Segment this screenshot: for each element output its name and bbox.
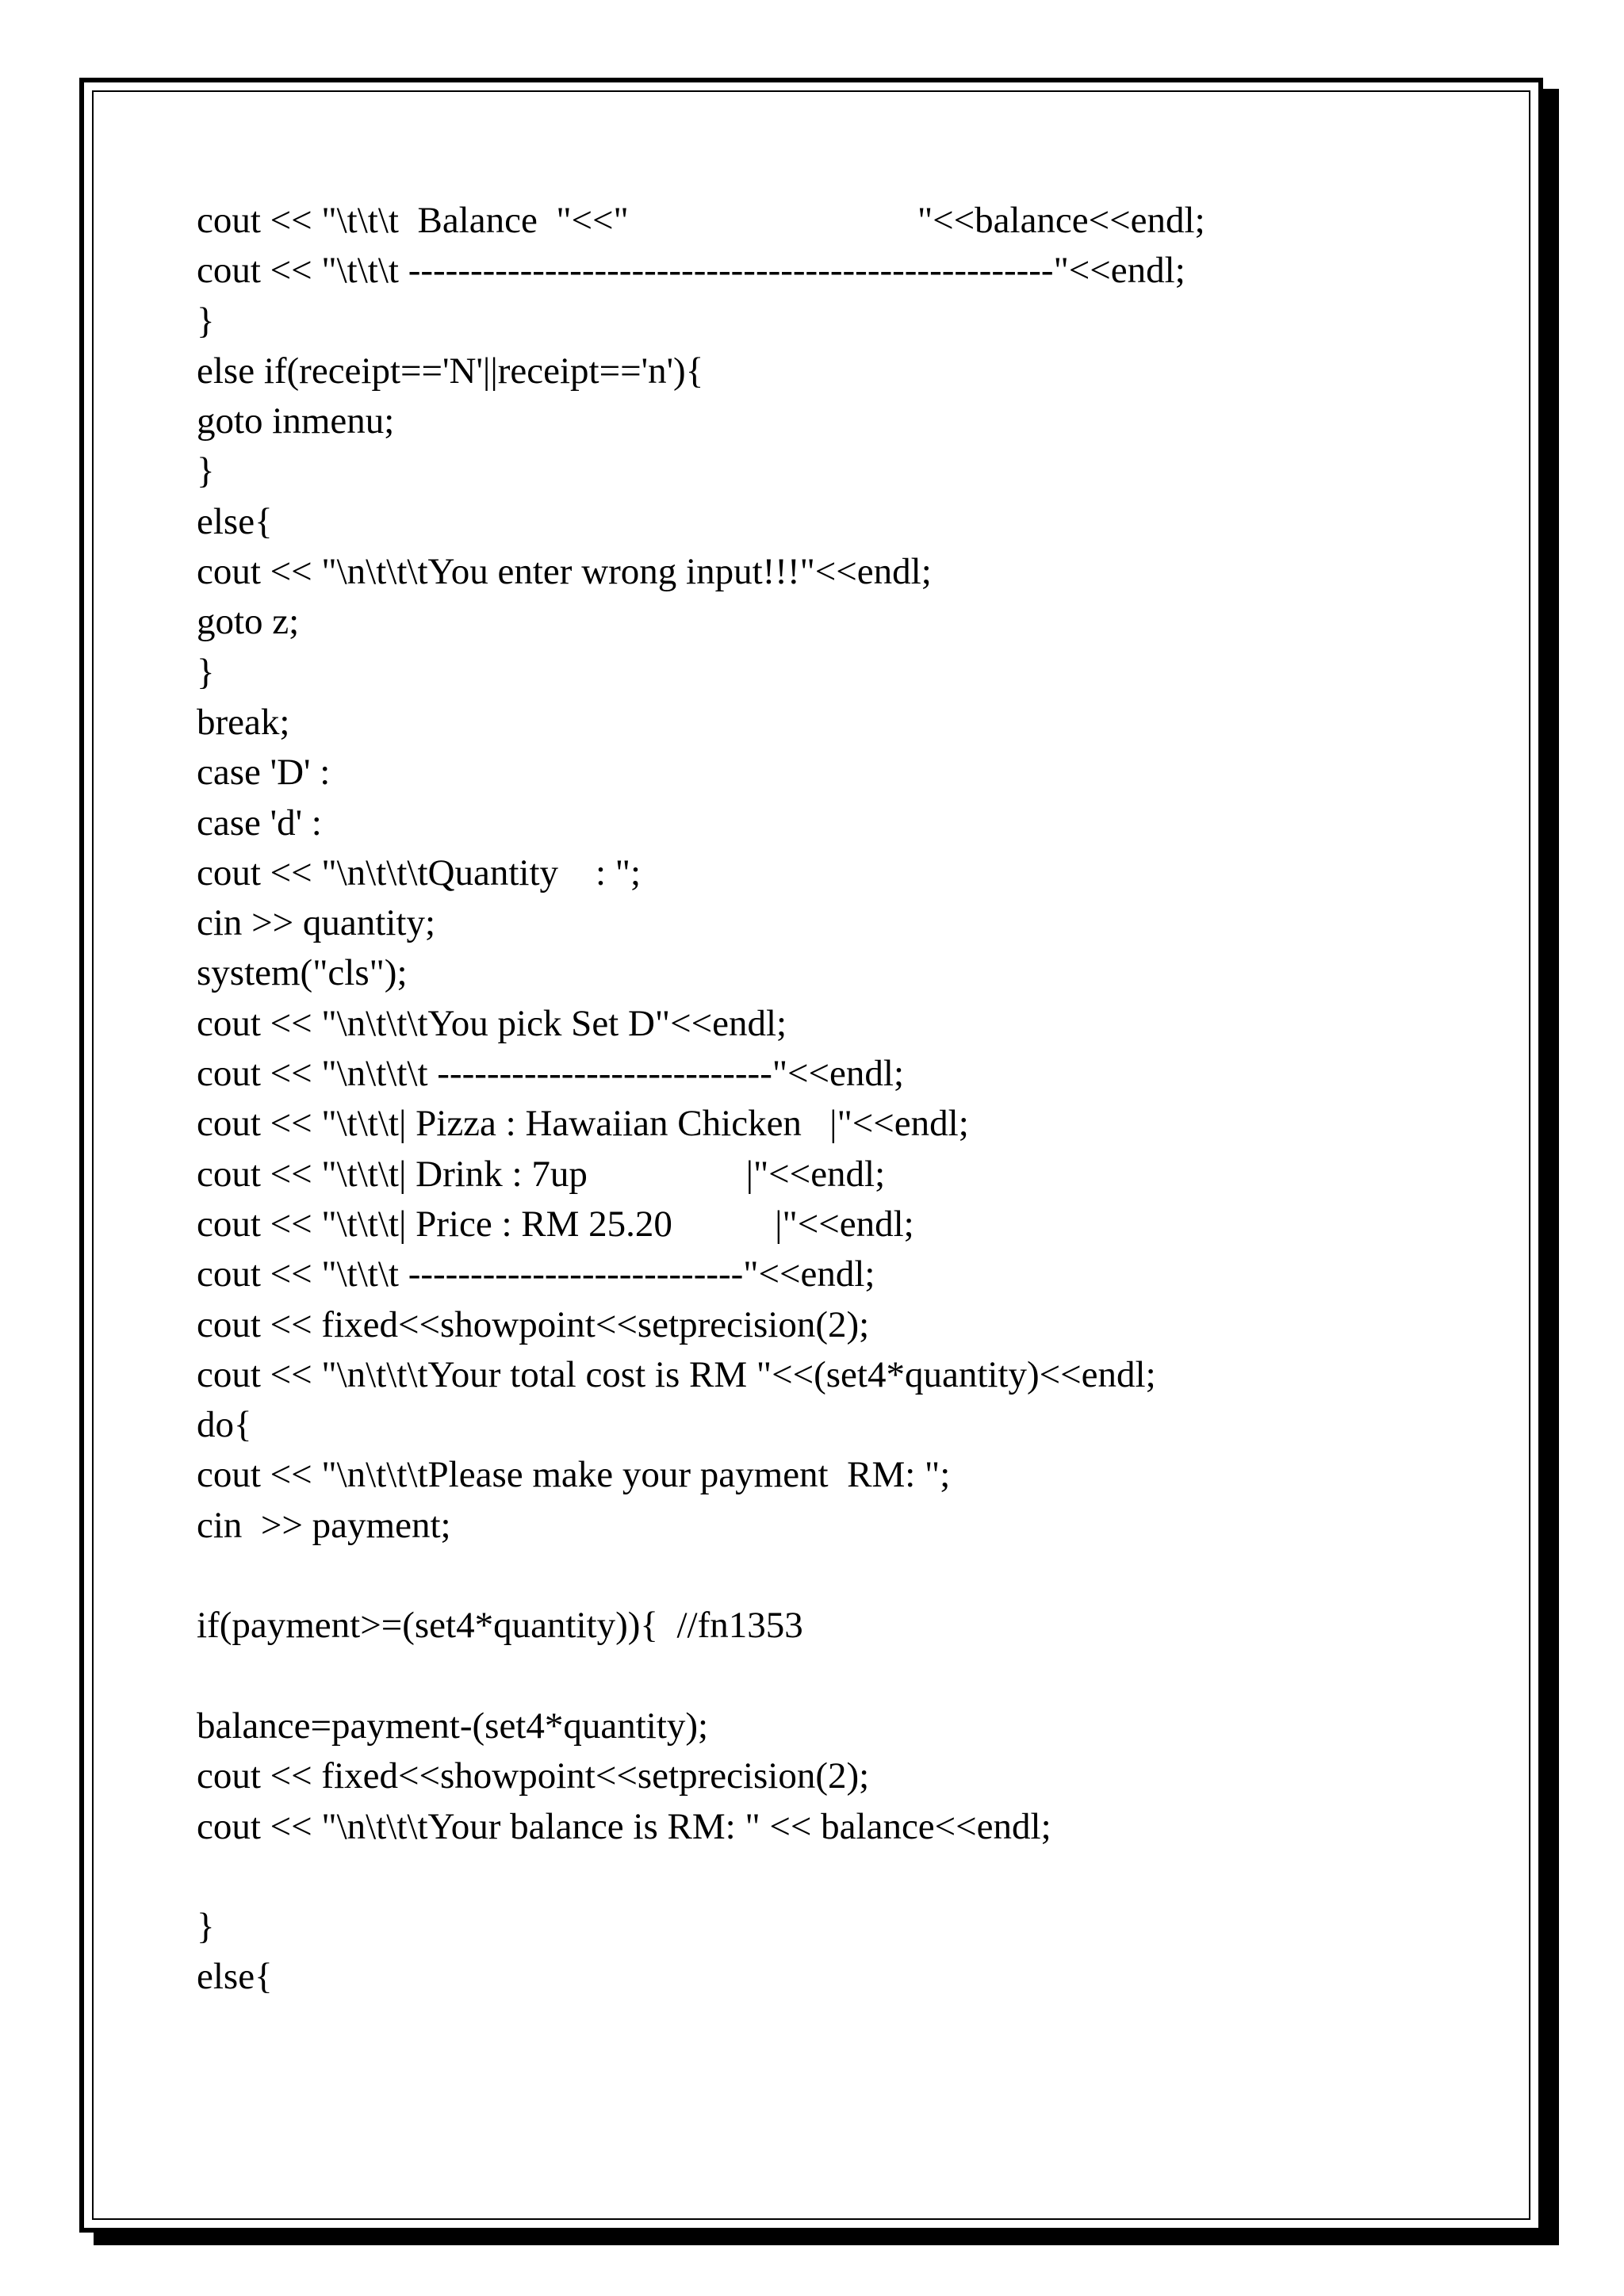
code-line: else{ [197,500,273,542]
code-line: cout << "\n\t\t\tYour balance is RM: " << balance<<endl; [197,1805,1051,1847]
code-line: cout << "\t\t\t ---------------------------"<<endl; [197,1253,875,1295]
code-line: if(payment>=(set4*quantity)){ //fn1353 [197,1605,803,1647]
code-line: cin >> payment; [197,1504,451,1546]
code-line: cin >> quantity; [197,902,436,944]
code-line: case 'd' : [197,802,322,844]
code-line: break; [197,701,290,743]
code-line: } [197,1906,215,1948]
code-line: cout << "\n\t\t\tYour total cost is RM "<<(set4*quantity)<<endl; [197,1353,1156,1395]
code-line: goto z; [197,601,300,643]
code-line: do{ [197,1404,252,1446]
code-line: cout << "\n\t\t\t ---------------------------"<<endl; [197,1053,905,1095]
code-line: } [197,300,215,342]
code-line: cout << "\t\t\t| Price : RM 25.20 |"<<endl; [197,1203,914,1245]
code-line [197,1852,1205,1902]
code-line: cout << "\t\t\t ----------------------------------------------------"<<endl; [197,250,1185,292]
code-line: cout << "\n\t\t\tYou enter wrong input!!!"<<endl; [197,551,932,593]
code-line [197,1651,1205,1701]
code-line: system("cls"); [197,952,408,994]
code-line: else{ [197,1956,273,1998]
code-line: } [197,450,215,492]
code-line [197,1551,1205,1601]
code-line: goto inmenu; [197,400,395,442]
code-listing [197,196,1205,2003]
code-line: cout << "\t\t\t| Drink : 7up |"<<endl; [197,1153,886,1195]
code-line: cout << "\n\t\t\tYou pick Set D"<<endl; [197,1002,787,1044]
code-line: else if(receipt=='N'||receipt=='n'){ [197,350,704,392]
code-line: } [197,651,215,693]
code-line: cout << "\t\t\t| Pizza : Hawaiian Chicken |"<<endl; [197,1103,969,1145]
code-line: cout << "\n\t\t\tQuantity : "; [197,851,642,894]
code-line: cout << fixed<<showpoint<<setprecision(2); [197,1755,870,1797]
code-line: case 'D' : [197,752,331,794]
code-line: balance=payment-(set4*quantity); [197,1705,709,1747]
code-line: cout << "\n\t\t\tPlease make your payment RM: "; [197,1454,951,1496]
code-line: cout << "\t\t\t Balance "<<" "<<balance<<endl; [197,200,1205,241]
code-line: cout << fixed<<showpoint<<setprecision(2); [197,1303,870,1345]
